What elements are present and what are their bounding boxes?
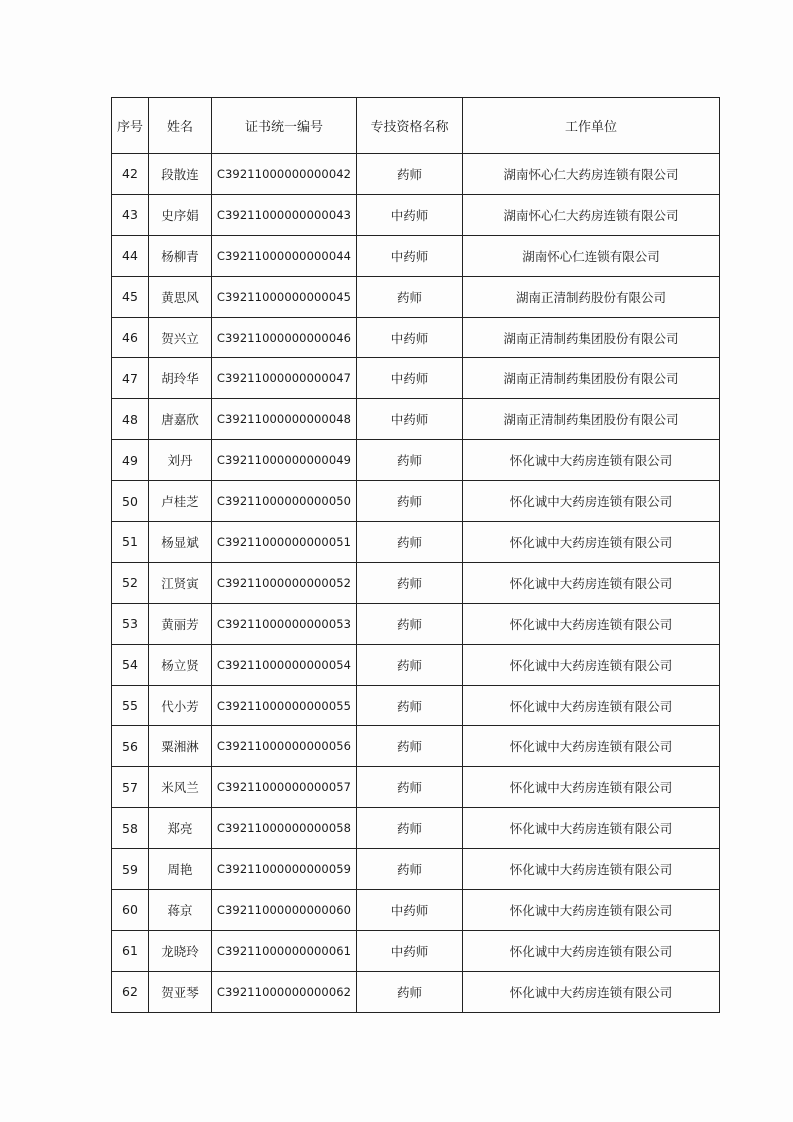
- cell-name: 杨立贤: [149, 644, 212, 685]
- cell-name: 刘丹: [149, 440, 212, 481]
- table-row: [112, 235, 720, 276]
- cell-qualification: 药师: [357, 767, 463, 808]
- cell-qualification: 中药师: [357, 235, 463, 276]
- table-row: [112, 603, 720, 644]
- cell-work-unit: 湖南正清制药股份有限公司: [463, 276, 720, 317]
- table-row: [112, 685, 720, 726]
- cell-name: 米风兰: [149, 767, 212, 808]
- cell-qualification: 药师: [357, 644, 463, 685]
- header-name: 姓名: [149, 98, 212, 154]
- cell-qualification: 中药师: [357, 194, 463, 235]
- cell-name: 杨柳青: [149, 235, 212, 276]
- cell-qualification: 中药师: [357, 930, 463, 971]
- cell-name: 粟湘淋: [149, 726, 212, 767]
- cell-qualification: 中药师: [357, 317, 463, 358]
- cell-qualification: 药师: [357, 440, 463, 481]
- cell-work-unit: 怀化诚中大药房连锁有限公司: [463, 562, 720, 603]
- table-body: [112, 154, 720, 1013]
- cell-certificate-no: C39211000000000054: [212, 644, 357, 685]
- table-row: [112, 930, 720, 971]
- table-row: [112, 194, 720, 235]
- cell-certificate-no: C39211000000000053: [212, 603, 357, 644]
- cell-qualification: 药师: [357, 808, 463, 849]
- cell-work-unit: 湖南怀心仁大药房连锁有限公司: [463, 154, 720, 195]
- table-row: [112, 808, 720, 849]
- cell-name: 蒋京: [149, 890, 212, 931]
- table-row: [112, 767, 720, 808]
- cell-certificate-no: C39211000000000046: [212, 317, 357, 358]
- cell-name: 段散连: [149, 154, 212, 195]
- table-row: [112, 726, 720, 767]
- table-row: [112, 644, 720, 685]
- cell-qualification: 药师: [357, 481, 463, 522]
- cell-certificate-no: C39211000000000061: [212, 930, 357, 971]
- table-row: [112, 358, 720, 399]
- cell-qualification: 药师: [357, 603, 463, 644]
- cell-serial-no: 60: [112, 890, 149, 931]
- cell-name: 贺兴立: [149, 317, 212, 358]
- cell-qualification: 药师: [357, 562, 463, 603]
- cell-name: 唐嘉欣: [149, 399, 212, 440]
- cell-name: 龙晓玲: [149, 930, 212, 971]
- cell-name: 周艳: [149, 849, 212, 890]
- cell-work-unit: 湖南正清制药集团股份有限公司: [463, 317, 720, 358]
- cell-serial-no: 42: [112, 154, 149, 195]
- cell-serial-no: 47: [112, 358, 149, 399]
- cell-qualification: 药师: [357, 154, 463, 195]
- cell-certificate-no: C39211000000000057: [212, 767, 357, 808]
- cell-certificate-no: C39211000000000042: [212, 154, 357, 195]
- cell-serial-no: 57: [112, 767, 149, 808]
- cell-serial-no: 59: [112, 849, 149, 890]
- cell-work-unit: 怀化诚中大药房连锁有限公司: [463, 890, 720, 931]
- table-row: [112, 522, 720, 563]
- cell-serial-no: 55: [112, 685, 149, 726]
- cell-certificate-no: C39211000000000052: [212, 562, 357, 603]
- cell-name: 卢桂芝: [149, 481, 212, 522]
- table-row: [112, 971, 720, 1012]
- header-work-unit: 工作单位: [463, 98, 720, 154]
- cell-serial-no: 48: [112, 399, 149, 440]
- table-header-row: [112, 98, 720, 154]
- cell-serial-no: 61: [112, 930, 149, 971]
- cell-work-unit: 怀化诚中大药房连锁有限公司: [463, 440, 720, 481]
- cell-work-unit: 怀化诚中大药房连锁有限公司: [463, 644, 720, 685]
- table-row: [112, 154, 720, 195]
- cell-certificate-no: C39211000000000048: [212, 399, 357, 440]
- header-serial-no: 序号: [112, 98, 149, 154]
- cell-serial-no: 43: [112, 194, 149, 235]
- cell-work-unit: 湖南正清制药集团股份有限公司: [463, 399, 720, 440]
- cell-certificate-no: C39211000000000060: [212, 890, 357, 931]
- table-row: [112, 890, 720, 931]
- table-row: [112, 399, 720, 440]
- cell-work-unit: 怀化诚中大药房连锁有限公司: [463, 603, 720, 644]
- table-row: [112, 562, 720, 603]
- cell-work-unit: 湖南怀心仁连锁有限公司: [463, 235, 720, 276]
- cell-serial-no: 50: [112, 481, 149, 522]
- cell-work-unit: 湖南正清制药集团股份有限公司: [463, 358, 720, 399]
- header-certificate-no: 证书统一编号: [212, 98, 357, 154]
- cell-certificate-no: C39211000000000056: [212, 726, 357, 767]
- cell-certificate-no: C39211000000000045: [212, 276, 357, 317]
- cell-qualification: 药师: [357, 726, 463, 767]
- cell-serial-no: 51: [112, 522, 149, 563]
- cell-certificate-no: C39211000000000055: [212, 685, 357, 726]
- cell-qualification: 药师: [357, 685, 463, 726]
- cell-certificate-no: C39211000000000050: [212, 481, 357, 522]
- cell-certificate-no: C39211000000000058: [212, 808, 357, 849]
- cell-work-unit: 怀化诚中大药房连锁有限公司: [463, 685, 720, 726]
- table-row: [112, 440, 720, 481]
- table-row: [112, 849, 720, 890]
- cell-serial-no: 52: [112, 562, 149, 603]
- header-qualification: 专技资格名称: [357, 98, 463, 154]
- cell-name: 贺亚琴: [149, 971, 212, 1012]
- cell-work-unit: 怀化诚中大药房连锁有限公司: [463, 849, 720, 890]
- cell-serial-no: 58: [112, 808, 149, 849]
- cell-serial-no: 45: [112, 276, 149, 317]
- cell-serial-no: 56: [112, 726, 149, 767]
- cell-name: 黄丽芳: [149, 603, 212, 644]
- cell-serial-no: 53: [112, 603, 149, 644]
- cell-serial-no: 49: [112, 440, 149, 481]
- cell-name: 江贤寅: [149, 562, 212, 603]
- cell-certificate-no: C39211000000000049: [212, 440, 357, 481]
- cell-qualification: 药师: [357, 971, 463, 1012]
- cell-name: 胡玲华: [149, 358, 212, 399]
- cell-certificate-no: C39211000000000062: [212, 971, 357, 1012]
- cell-name: 黄思风: [149, 276, 212, 317]
- cell-serial-no: 62: [112, 971, 149, 1012]
- table-row: [112, 481, 720, 522]
- cell-serial-no: 46: [112, 317, 149, 358]
- table-row: [112, 276, 720, 317]
- cell-work-unit: 怀化诚中大药房连锁有限公司: [463, 971, 720, 1012]
- cell-work-unit: 怀化诚中大药房连锁有限公司: [463, 522, 720, 563]
- cell-work-unit: 怀化诚中大药房连锁有限公司: [463, 767, 720, 808]
- cell-qualification: 中药师: [357, 399, 463, 440]
- cell-serial-no: 44: [112, 235, 149, 276]
- cell-qualification: 药师: [357, 276, 463, 317]
- cell-qualification: 药师: [357, 849, 463, 890]
- cell-qualification: 中药师: [357, 358, 463, 399]
- cell-certificate-no: C39211000000000047: [212, 358, 357, 399]
- cell-qualification: 药师: [357, 522, 463, 563]
- qualification-table: [111, 97, 720, 1013]
- cell-qualification: 中药师: [357, 890, 463, 931]
- cell-serial-no: 54: [112, 644, 149, 685]
- cell-name: 代小芳: [149, 685, 212, 726]
- cell-certificate-no: C39211000000000059: [212, 849, 357, 890]
- cell-name: 史序娟: [149, 194, 212, 235]
- cell-work-unit: 湖南怀心仁大药房连锁有限公司: [463, 194, 720, 235]
- cell-certificate-no: C39211000000000043: [212, 194, 357, 235]
- cell-work-unit: 怀化诚中大药房连锁有限公司: [463, 808, 720, 849]
- cell-work-unit: 怀化诚中大药房连锁有限公司: [463, 726, 720, 767]
- table-row: [112, 317, 720, 358]
- cell-certificate-no: C39211000000000044: [212, 235, 357, 276]
- cell-name: 杨显斌: [149, 522, 212, 563]
- cell-certificate-no: C39211000000000051: [212, 522, 357, 563]
- cell-work-unit: 怀化诚中大药房连锁有限公司: [463, 930, 720, 971]
- cell-name: 郑亮: [149, 808, 212, 849]
- cell-work-unit: 怀化诚中大药房连锁有限公司: [463, 481, 720, 522]
